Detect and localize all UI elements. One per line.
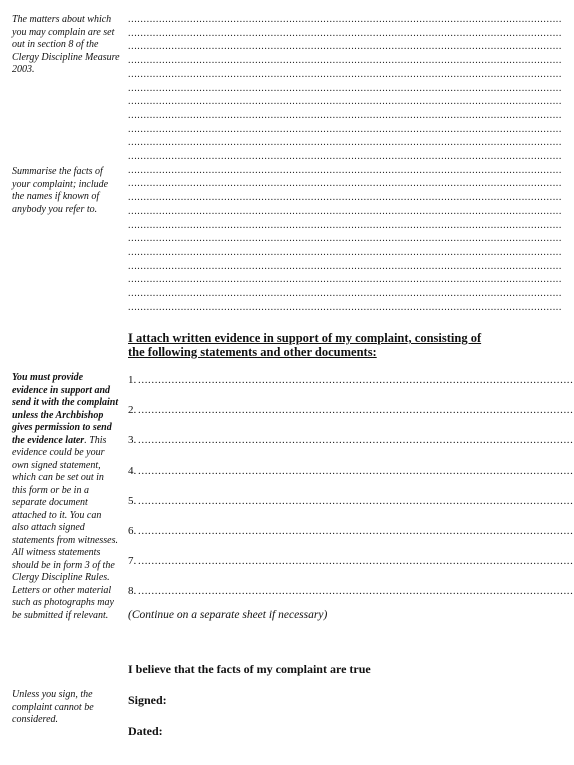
- evidence-line[interactable]: [128, 373, 574, 387]
- evidence-heading: I attach written evidence in support of my complaint, consisting of the following statements and other documents:: [128, 331, 482, 359]
- evidence-dots: ..................................................................................................................................: [138, 525, 574, 537]
- evidence-dots: ..................................................................................................................................: [138, 585, 574, 598]
- evidence-dots: ..................................................................................................................................: [138, 555, 574, 568]
- evidence-number: 4.: [128, 464, 137, 477]
- writing-line[interactable]: ............................................................................................................................................: [128, 68, 562, 80]
- signed-label: Signed:: [128, 693, 167, 707]
- writing-line[interactable]: ............................................................................................................................................: [128, 192, 562, 204]
- evidence-line[interactable]: [128, 433, 574, 447]
- writing-line[interactable]: ............................................................................................................................................: [128, 14, 562, 25]
- writing-line[interactable]: ............................................................................................................................................: [128, 178, 562, 190]
- note-summarise: Summarise the facts of your complaint; include the names if known of anybody you refer to.: [12, 166, 109, 215]
- writing-line[interactable]: ............................................................................................................................................: [128, 137, 562, 149]
- evidence-number: 5.: [128, 494, 137, 507]
- writing-line[interactable]: ............................................................................................................................................: [128, 109, 562, 121]
- writing-line[interactable]: ............................................................................................................................................: [128, 260, 562, 272]
- writing-line[interactable]: ............................................................................................................................................: [128, 288, 562, 299]
- note-sign: Unless you sign, the complaint cannot be considered.: [12, 689, 94, 725]
- evidence-dots: ..................................................................................................................................: [138, 374, 574, 386]
- writing-line[interactable]: ............................................................................................................................................: [128, 151, 562, 162]
- note-matters: The matters about which you may complain are set out in section 8 of the Clergy Discipline Measure 2003.: [12, 14, 120, 75]
- evidence-dots: ..................................................................................................................................: [138, 494, 574, 507]
- belief-statement: I believe that the facts of my complaint are true: [128, 662, 371, 676]
- writing-line[interactable]: ............................................................................................................................................: [128, 164, 562, 176]
- writing-line[interactable]: ............................................................................................................................................: [128, 41, 562, 53]
- evidence-number: 2.: [128, 404, 137, 417]
- writing-line[interactable]: ............................................................................................................................................: [128, 82, 562, 94]
- writing-line[interactable]: ............................................................................................................................................: [128, 246, 562, 258]
- evidence-number: 6.: [128, 525, 137, 537]
- evidence-number: 8.: [128, 585, 137, 598]
- evidence-line[interactable]: [128, 584, 574, 598]
- evidence-number: 3.: [128, 434, 137, 447]
- writing-line[interactable]: ............................................................................................................................................: [128, 123, 562, 135]
- note-evidence-bold: You must provide evidence in support and send it with the complaint unless the Archbishop gives permission to send the evidence later: [12, 372, 119, 446]
- writing-line[interactable]: ............................................................................................................................................: [128, 205, 562, 217]
- writing-line[interactable]: ............................................................................................................................................: [128, 274, 562, 286]
- writing-line[interactable]: ............................................................................................................................................: [128, 301, 562, 313]
- evidence-number: 1.: [128, 374, 137, 386]
- note-evidence: [12, 372, 120, 622]
- writing-line[interactable]: ............................................................................................................................................: [128, 219, 562, 231]
- evidence-number: 7.: [128, 555, 137, 568]
- writing-line[interactable]: ............................................................................................................................................: [128, 55, 562, 67]
- continue-note: (Continue on a separate sheet if necessary): [128, 609, 328, 621]
- evidence-dots: ..................................................................................................................................: [138, 434, 574, 447]
- evidence-line[interactable]: [128, 403, 574, 417]
- dated-label: Dated:: [128, 724, 163, 738]
- writing-line[interactable]: ............................................................................................................................................: [128, 27, 562, 39]
- evidence-line[interactable]: [128, 524, 574, 538]
- writing-line[interactable]: ............................................................................................................................................: [128, 96, 562, 108]
- evidence-dots: ..................................................................................................................................: [138, 404, 574, 417]
- evidence-line[interactable]: [128, 464, 574, 478]
- evidence-dots: ..................................................................................................................................: [138, 464, 574, 477]
- evidence-line[interactable]: [128, 494, 574, 508]
- evidence-line[interactable]: [128, 554, 574, 568]
- writing-line[interactable]: ............................................................................................................................................: [128, 233, 562, 245]
- note-evidence-rest: . This evidence could be your own signed statement, which can be set out in this form or be in a separate document attached to it. You can also attach signed statements from witnesses. All witness statements should be in form 3 of the Clergy Discipline Rules. Letters or other material such as photographs may be submitted if relevant.: [12, 434, 119, 621]
